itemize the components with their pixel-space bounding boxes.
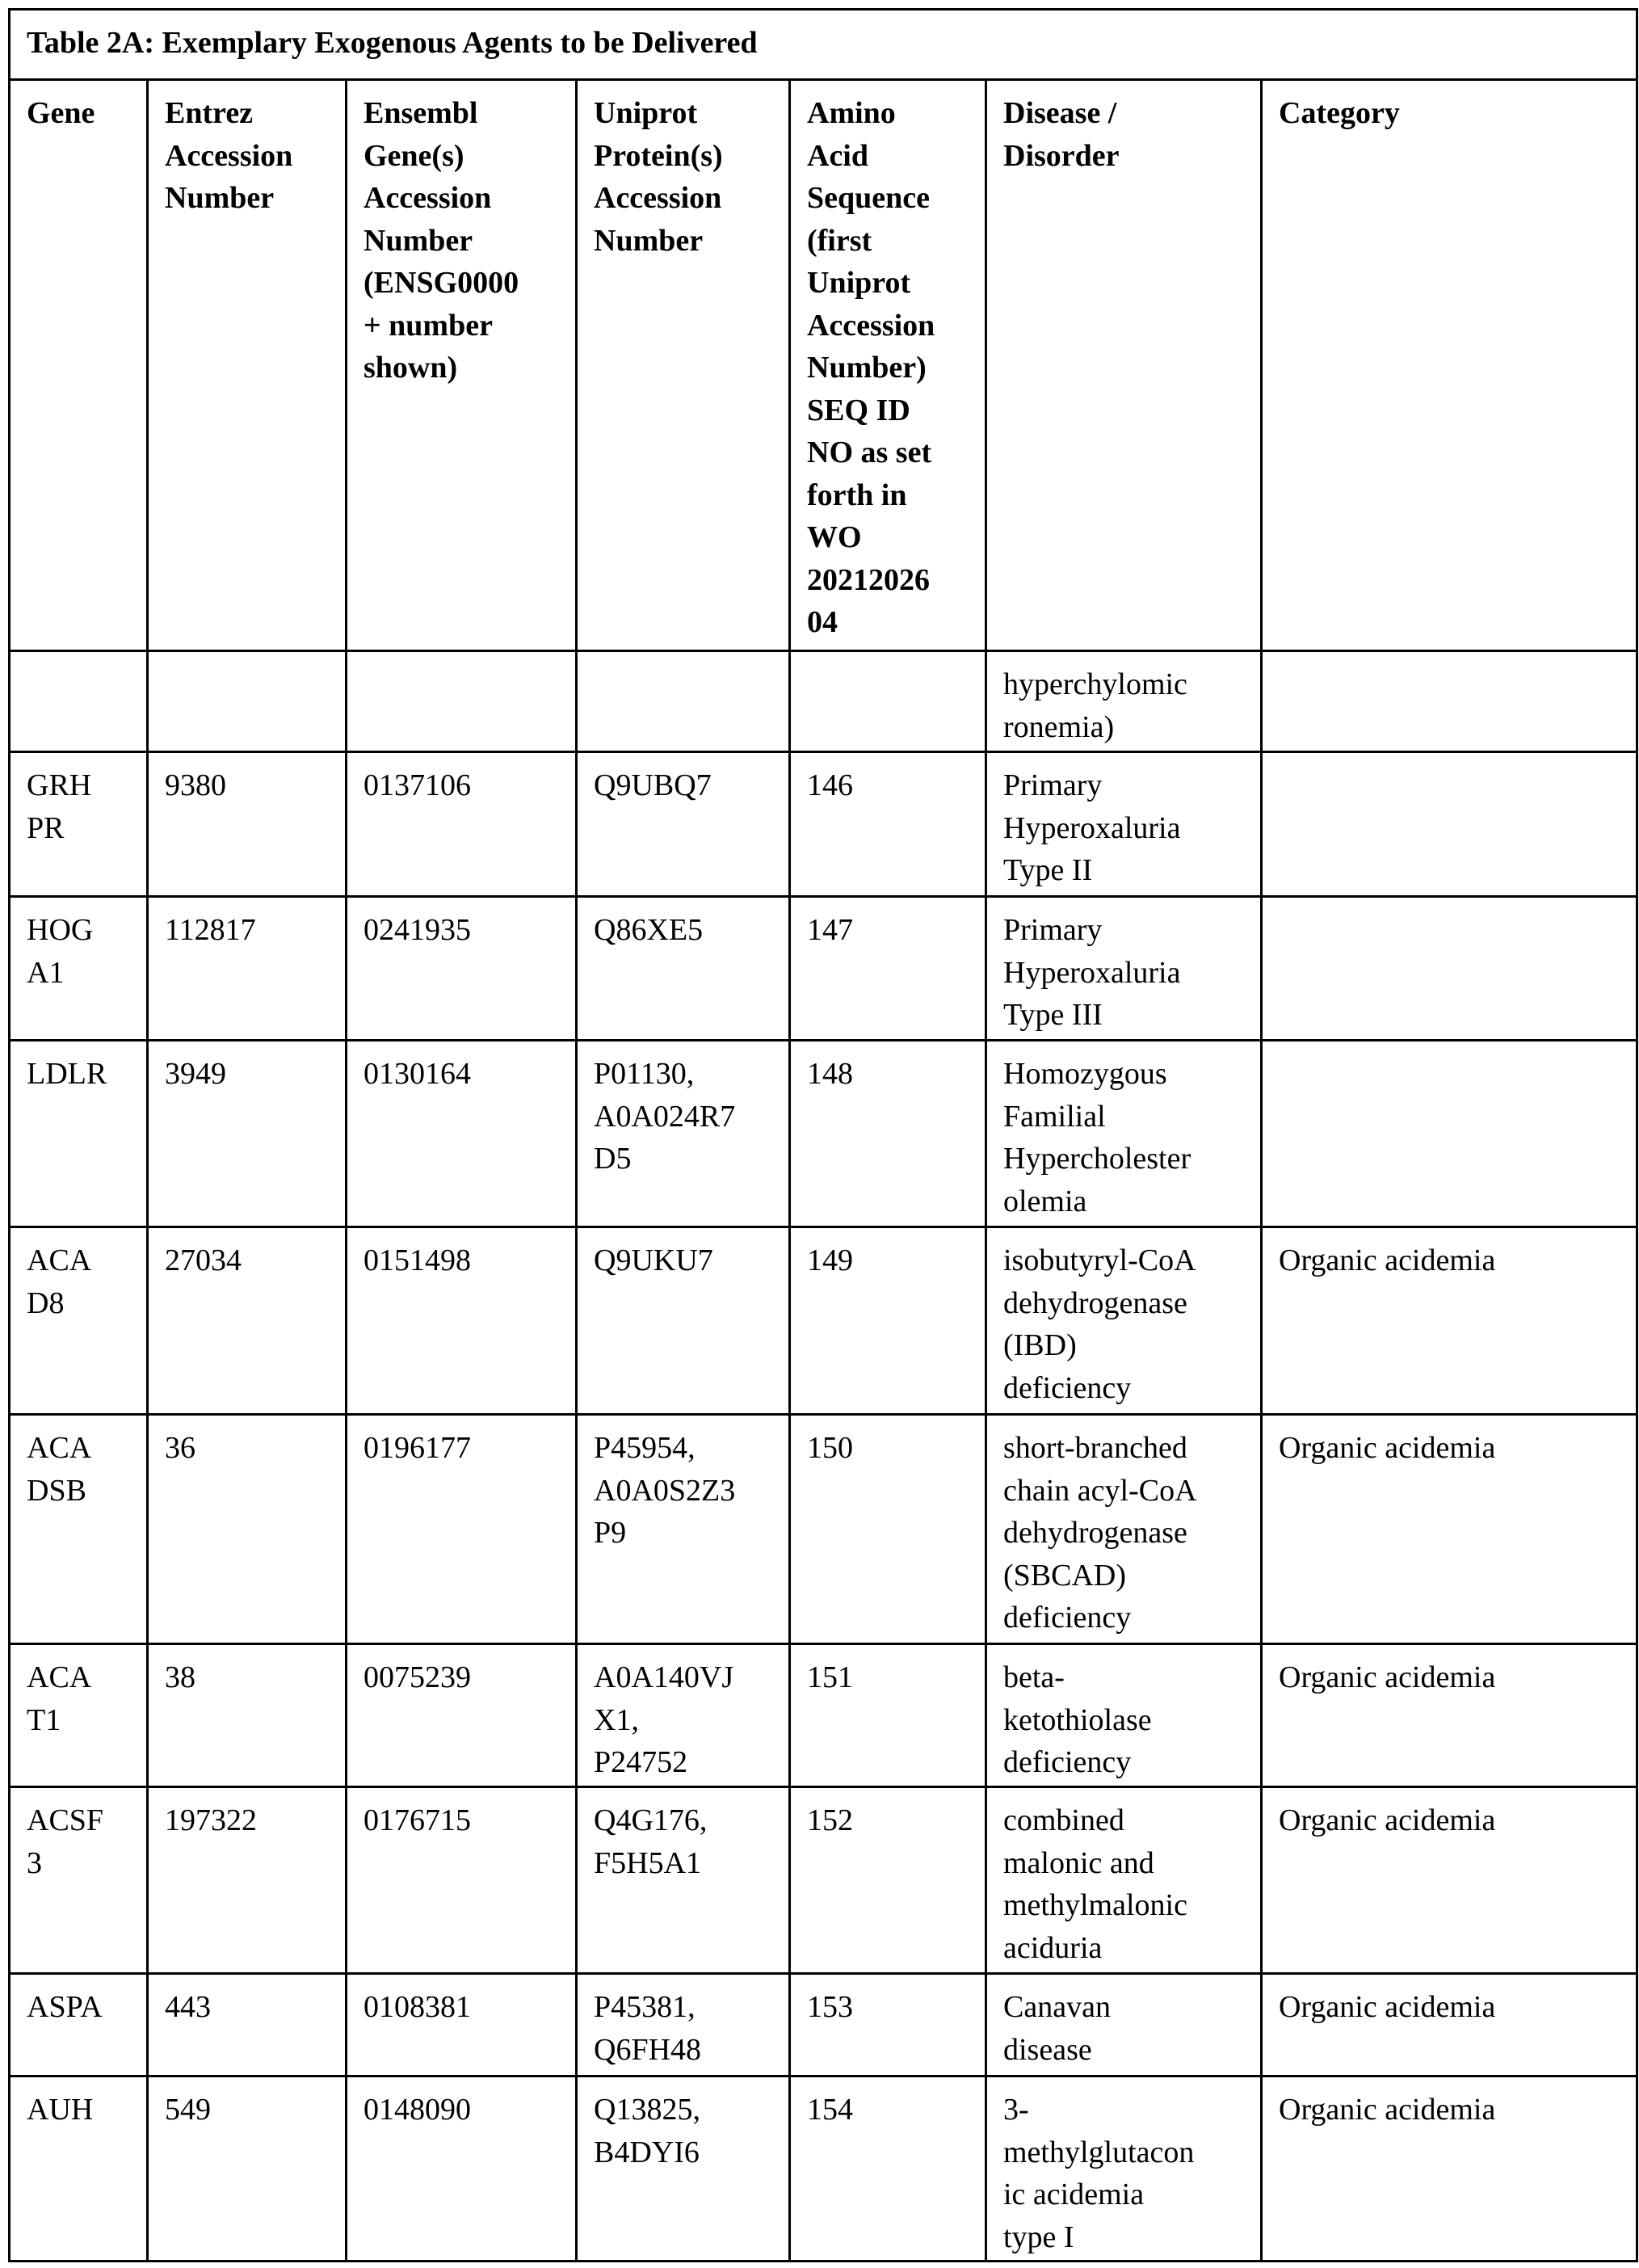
cell-category: [1262, 1227, 1637, 1415]
cell-text: ronemia): [1003, 709, 1115, 744]
cell-text: Organic acidemia: [1279, 1243, 1496, 1277]
column-header-seq: [790, 80, 986, 651]
cell-text: 0176715: [364, 1803, 471, 1837]
cell-category: [1262, 1415, 1637, 1644]
cell-text: 154: [807, 2093, 853, 2127]
cell-entrez: [148, 752, 347, 897]
column-header-ensembl: [347, 80, 577, 651]
cell-text: 0130164: [364, 1057, 471, 1091]
cell-disease: [986, 1644, 1262, 1787]
cell-text: P24752: [594, 1745, 688, 1779]
cell-text: ketothiolase: [1003, 1702, 1152, 1737]
column-header-line: Disorder: [1003, 138, 1120, 173]
cell-seq: [790, 651, 986, 752]
column-header-line: Number: [594, 223, 704, 258]
cell-category: [1262, 1644, 1637, 1787]
cell-text: 549: [165, 2093, 211, 2127]
cell-entrez: [148, 1974, 347, 2077]
cell-text: 149: [807, 1243, 853, 1277]
column-header-line: Ensembl: [364, 96, 478, 130]
cell-category: [1262, 1041, 1637, 1227]
cell-text: isobutyryl-CoA: [1003, 1243, 1196, 1277]
column-header-line: Accession: [594, 181, 722, 215]
cell-text: B4DYI6: [594, 2135, 700, 2169]
cell-ensembl: [347, 1227, 577, 1415]
cell-text: type I: [1003, 2220, 1074, 2254]
cell-disease: [986, 1227, 1262, 1415]
cell-ensembl: [347, 752, 577, 897]
column-header-line: Gene(s): [364, 138, 464, 173]
column-header-line: Category: [1279, 96, 1400, 130]
cell-gene: [10, 1644, 148, 1787]
column-header-line: WO: [807, 520, 862, 554]
cell-text: Type III: [1003, 998, 1103, 1032]
cell-seq: [790, 1415, 986, 1644]
table-row: [10, 897, 1637, 1041]
cell-text: Hypercholester: [1003, 1142, 1191, 1176]
cell-text: ASPA: [27, 1990, 103, 2024]
cell-category: [1262, 897, 1637, 1041]
cell-text: D5: [594, 1142, 632, 1176]
cell-text: beta-: [1003, 1660, 1065, 1694]
cell-gene: [10, 897, 148, 1041]
cell-text: 0148090: [364, 2093, 471, 2127]
cell-text: hyperchylomic: [1003, 667, 1187, 701]
cell-text: dehydrogenase: [1003, 1285, 1187, 1320]
cell-text: 0108381: [364, 1990, 471, 2024]
column-header-line: 20212026: [807, 562, 930, 597]
column-header-line: Accession: [807, 308, 935, 343]
cell-text: chain acyl-CoA: [1003, 1473, 1197, 1508]
cell-ensembl: [347, 2077, 577, 2262]
cell-text: Q9UKU7: [594, 1243, 713, 1277]
cell-gene: [10, 651, 148, 752]
cell-text: 9380: [165, 768, 226, 802]
cell-text: A0A024R7: [594, 1099, 736, 1134]
cell-text: 0151498: [364, 1243, 471, 1277]
cell-disease: [986, 752, 1262, 897]
cell-disease: [986, 897, 1262, 1041]
cell-uniprot: [577, 752, 790, 897]
cell-text: 148: [807, 1057, 853, 1091]
data-table: [8, 8, 1638, 2262]
cell-text: deficiency: [1003, 1370, 1132, 1405]
cell-seq: [790, 2077, 986, 2262]
cell-gene: [10, 2077, 148, 2262]
cell-text: 3949: [165, 1057, 226, 1091]
column-header-line: Uniprot: [594, 96, 698, 130]
cell-text: P45381,: [594, 1990, 696, 2024]
cell-text: PR: [27, 810, 65, 845]
cell-text: 150: [807, 1431, 853, 1465]
column-header-category: [1262, 80, 1637, 651]
column-header-line: forth in: [807, 478, 907, 512]
cell-ensembl: [347, 1041, 577, 1227]
cell-text: 152: [807, 1803, 853, 1837]
cell-text: Canavan: [1003, 1990, 1111, 2024]
cell-text: ic acidemia: [1003, 2178, 1145, 2211]
cell-category: [1262, 1787, 1637, 1974]
table-row: [10, 2077, 1637, 2262]
cell-entrez: [148, 1041, 347, 1227]
column-header-line: Amino: [807, 96, 896, 130]
table-row: [10, 1227, 1637, 1415]
cell-uniprot: [577, 1974, 790, 2077]
cell-uniprot: [577, 897, 790, 1041]
cell-text: DSB: [27, 1473, 86, 1508]
column-header-line: NO as set: [807, 436, 932, 469]
cell-text: Q9UBQ7: [594, 768, 712, 802]
cell-text: methylmalonic: [1003, 1888, 1187, 1922]
table-title: Table 2A: Exemplary Exogenous Agents to be Delivered: [10, 10, 1637, 80]
column-header-line: shown): [364, 351, 458, 385]
cell-gene: [10, 1974, 148, 2077]
cell-text: 197322: [165, 1803, 257, 1837]
cell-text: methylglutacon: [1003, 2135, 1195, 2169]
cell-ensembl: [347, 651, 577, 752]
cell-entrez: [148, 1227, 347, 1415]
cell-text: 443: [165, 1990, 211, 2024]
column-header-line: Sequence: [807, 181, 930, 215]
cell-seq: [790, 1227, 986, 1415]
column-header-line: Accession: [165, 138, 293, 173]
cell-gene: [10, 1227, 148, 1415]
cell-text: combined: [1003, 1803, 1124, 1837]
cell-entrez: [148, 1787, 347, 1974]
cell-disease: [986, 2077, 1262, 2262]
cell-text: Organic acidemia: [1279, 1990, 1496, 2024]
cell-text: Organic acidemia: [1279, 2093, 1496, 2127]
cell-text: Q4G176,: [594, 1803, 708, 1837]
cell-ensembl: [347, 897, 577, 1041]
cell-text: 38: [165, 1660, 195, 1694]
cell-ensembl: [347, 1415, 577, 1644]
cell-text: ACA: [27, 1243, 92, 1277]
column-header-line: Entrez: [165, 96, 254, 130]
cell-seq: [790, 1041, 986, 1227]
cell-text: HOG: [27, 913, 94, 947]
column-header-gene: [10, 80, 148, 651]
cell-text: 0137106: [364, 768, 471, 802]
cell-seq: [790, 1644, 986, 1787]
cell-text: Homozygous: [1003, 1057, 1167, 1091]
cell-text: (IBD): [1003, 1328, 1077, 1362]
cell-category: [1262, 651, 1637, 752]
cell-uniprot: [577, 1644, 790, 1787]
cell-uniprot: [577, 1787, 790, 1974]
column-header-line: Accession: [364, 181, 492, 215]
cell-ensembl: [347, 1974, 577, 2077]
cell-seq: [790, 1787, 986, 1974]
cell-text: A1: [27, 955, 65, 990]
cell-text: AUH: [27, 2093, 94, 2127]
cell-text: P9: [594, 1516, 627, 1550]
cell-text: Type II: [1003, 853, 1093, 887]
cell-gene: [10, 1787, 148, 1974]
cell-text: X1,: [594, 1702, 639, 1737]
cell-text: A0A140VJ: [594, 1660, 734, 1694]
cell-text: short-branched: [1003, 1431, 1187, 1465]
column-header-line: Uniprot: [807, 266, 911, 300]
cell-uniprot: [577, 1415, 790, 1644]
column-header-line: + number: [364, 308, 493, 343]
header-row: [10, 80, 1637, 651]
cell-text: LDLR: [27, 1057, 107, 1091]
cell-text: 27034: [165, 1243, 242, 1277]
cell-entrez: [148, 897, 347, 1041]
cell-entrez: [148, 651, 347, 752]
cell-gene: [10, 752, 148, 897]
cell-text: (SBCAD): [1003, 1558, 1127, 1593]
column-header-line: Number: [364, 223, 473, 258]
column-header-line: Number): [807, 351, 927, 385]
cell-text: Organic acidemia: [1279, 1431, 1496, 1465]
cell-entrez: [148, 2077, 347, 2262]
table-row: [10, 1415, 1637, 1644]
cell-uniprot: [577, 1227, 790, 1415]
cell-text: Familial: [1003, 1099, 1106, 1134]
cell-text: Organic acidemia: [1279, 1803, 1496, 1837]
cell-seq: [790, 752, 986, 897]
cell-text: P45954,: [594, 1431, 696, 1465]
table-row: [10, 651, 1637, 752]
cell-disease: [986, 1041, 1262, 1227]
cell-gene: [10, 1041, 148, 1227]
column-header-line: (ENSG0000: [364, 266, 519, 300]
cell-text: D8: [27, 1285, 65, 1320]
table-row: [10, 752, 1637, 897]
cell-text: 151: [807, 1660, 853, 1694]
cell-text: malonic and: [1003, 1845, 1154, 1880]
cell-text: Q86XE5: [594, 913, 704, 947]
cell-disease: [986, 1415, 1262, 1644]
column-header-line: Protein(s): [594, 138, 723, 173]
cell-text: Q13825,: [594, 2093, 700, 2127]
cell-uniprot: [577, 651, 790, 752]
column-header-line: Number: [165, 181, 275, 215]
cell-text: Q6FH48: [594, 2032, 702, 2067]
table-row: [10, 1974, 1637, 2077]
cell-text: ACA: [27, 1660, 92, 1694]
cell-text: 0241935: [364, 913, 471, 947]
column-header-line: Gene: [27, 96, 95, 130]
column-header-disease: [986, 80, 1262, 651]
cell-text: 146: [807, 768, 853, 802]
column-header-line: Disease /: [1003, 96, 1117, 130]
cell-disease: [986, 1974, 1262, 2077]
cell-text: deficiency: [1003, 1745, 1132, 1779]
cell-text: Organic acidemia: [1279, 1660, 1496, 1694]
cell-text: deficiency: [1003, 1601, 1132, 1635]
cell-entrez: [148, 1644, 347, 1787]
column-header-line: 04: [807, 605, 838, 639]
cell-text: Hyperoxaluria: [1003, 955, 1181, 990]
table-body: [10, 651, 1637, 2262]
cell-disease: [986, 1787, 1262, 1974]
cell-category: [1262, 2077, 1637, 2262]
cell-entrez: [148, 1415, 347, 1644]
column-header-line: (first: [807, 223, 872, 258]
cell-text: GRH: [27, 768, 92, 802]
cell-ensembl: [347, 1787, 577, 1974]
cell-text: 153: [807, 1990, 853, 2024]
cell-text: Primary: [1003, 913, 1103, 947]
table-row: [10, 1644, 1637, 1787]
cell-uniprot: [577, 2077, 790, 2262]
cell-uniprot: [577, 1041, 790, 1227]
cell-text: P01130,: [594, 1057, 695, 1091]
column-header-line: SEQ ID: [807, 393, 910, 427]
cell-text: ACA: [27, 1431, 92, 1465]
cell-text: 112817: [165, 913, 256, 947]
cell-text: A0A0S2Z3: [594, 1473, 736, 1508]
cell-text: Primary: [1003, 768, 1103, 802]
cell-gene: [10, 1415, 148, 1644]
cell-text: aciduria: [1003, 1930, 1103, 1965]
table-row: [10, 1787, 1637, 1974]
cell-text: dehydrogenase: [1003, 1516, 1187, 1550]
cell-seq: [790, 897, 986, 1041]
table-row: [10, 1041, 1637, 1227]
cell-category: [1262, 1974, 1637, 2077]
cell-category: [1262, 752, 1637, 897]
cell-text: 147: [807, 913, 853, 947]
cell-text: 3: [27, 1845, 42, 1880]
cell-text: F5H5A1: [594, 1845, 702, 1880]
column-header-line: Acid: [807, 138, 868, 173]
cell-text: 0075239: [364, 1660, 471, 1694]
cell-ensembl: [347, 1644, 577, 1787]
cell-text: olemia: [1003, 1184, 1087, 1218]
cell-text: 36: [165, 1431, 195, 1465]
cell-text: Hyperoxaluria: [1003, 810, 1181, 845]
cell-text: disease: [1003, 2032, 1092, 2067]
column-header-entrez: [148, 80, 347, 651]
cell-seq: [790, 1974, 986, 2077]
cell-disease: [986, 651, 1262, 752]
column-header-uniprot: [577, 80, 790, 651]
cell-text: 3-: [1003, 2093, 1029, 2127]
cell-text: T1: [27, 1702, 61, 1737]
cell-text: 0196177: [364, 1431, 471, 1465]
cell-text: ACSF: [27, 1803, 104, 1837]
